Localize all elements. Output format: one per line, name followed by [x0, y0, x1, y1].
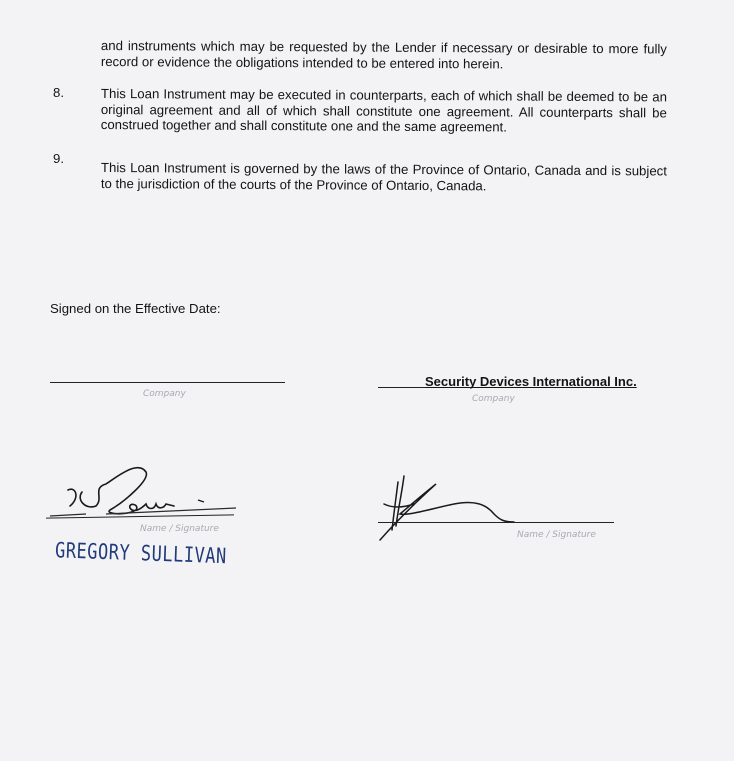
name-signature-caption: Name / Signature: [140, 524, 219, 534]
handwritten-name: GREGORY SULLIVAN: [54, 538, 228, 570]
name-signature-line: [378, 522, 614, 523]
company-caption: Company: [472, 394, 515, 404]
clause-text: This Loan Instrument may be executed in counterparts, each of which shall be deemed to be an original agreement and all of which shall constitute one agreement. All counterparts shall be construed together and shall constitute one and the same agreement.: [100, 86, 667, 135]
company-value: Security Devices International Inc.: [425, 374, 637, 389]
company-caption: Company: [143, 389, 186, 399]
clause-number: 8.: [53, 85, 64, 100]
clause-number: 9.: [53, 151, 64, 166]
name-signature-caption: Name / Signature: [517, 530, 596, 540]
clause-text: This Loan Instrument is governed by the laws of the Province of Ontario, Canada and is subject to the jurisdiction of the courts of the Province of Ontario, Canada.: [100, 160, 667, 193]
clause-continuation: and instruments which may be requested by the Lender if necessary or desirable to more fully record or evidence the obligations intended to be entered into herein.: [100, 38, 667, 71]
signed-on-label: Signed on the Effective Date:: [50, 301, 221, 316]
company-line: [50, 382, 285, 383]
